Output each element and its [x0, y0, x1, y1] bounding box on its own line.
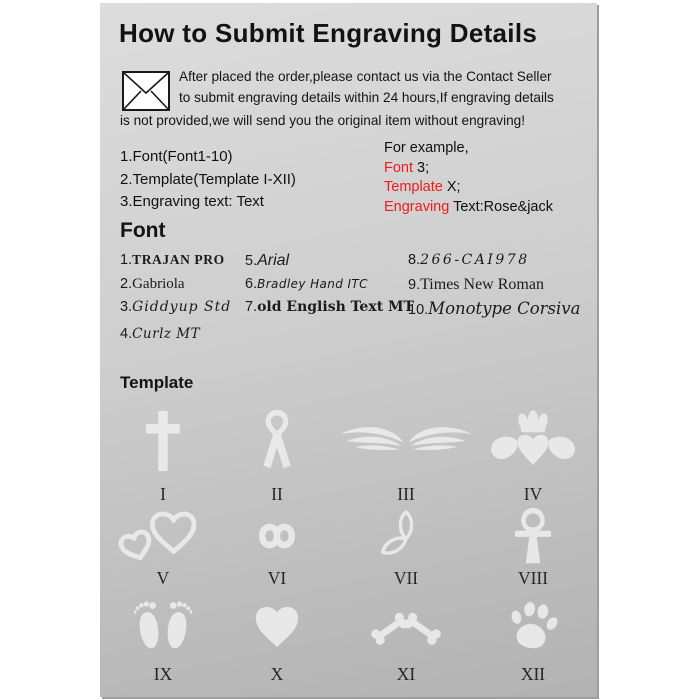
example-font-label: Font: [384, 159, 414, 176]
step-font: 1.Font(Font1-10): [120, 148, 233, 165]
engraving-instructions-panel: [100, 3, 597, 697]
example-engraving-label: Engraving: [384, 198, 450, 215]
template-cell-8: [476, 505, 590, 589]
font-item-3: 3. Giddyup Std: [120, 299, 232, 315]
template-cell-2: [218, 399, 336, 505]
notice-line-3: is not provided,we will send you the original item without engraving!: [120, 113, 526, 128]
template-cell-9: [108, 589, 218, 685]
template-label-IV: IV: [523, 484, 543, 504]
font-list: [120, 252, 582, 349]
contact-notice: [120, 67, 585, 132]
template-label-VI: VI: [267, 568, 287, 588]
template-label-X: X: [270, 664, 284, 684]
template-cell-3: [336, 399, 476, 505]
step-engraving-text: 3.Engraving text: Text: [120, 193, 264, 210]
claddagh-icon: [476, 399, 590, 483]
page-title: How to Submit Engraving Details: [119, 18, 538, 48]
font-item-10: 10. Monotype Corsiva: [408, 299, 581, 318]
ankh-icon: [476, 505, 590, 567]
double-hearts-icon: [108, 505, 218, 567]
template-label-XI: XI: [396, 664, 416, 684]
template-cell-11: [336, 589, 476, 685]
template-cell-7: [336, 505, 476, 589]
notice-lines: [179, 67, 554, 108]
font-item-5: 5. Arial: [245, 252, 290, 269]
template-label-I: I: [160, 484, 166, 504]
example-template-value: X;: [442, 179, 461, 195]
font-item-9: 9. Times New Roman: [408, 275, 544, 293]
font-item-2: 2. Gabriola: [120, 275, 185, 292]
font-item-6: 6. Bradley Hand ITC: [245, 275, 368, 292]
template-cell-5: [108, 505, 218, 589]
crossed-bones-icon: [336, 589, 476, 663]
font-item-8: 8. 266-CAI978: [408, 252, 530, 268]
angel-wings-icon: [336, 399, 476, 483]
template-label-V: V: [156, 568, 170, 588]
notice-line-2: to submit engraving details within 24 hours,If engraving details: [179, 89, 554, 105]
step-template: 2.Template(Template I-XII): [120, 170, 296, 188]
template-cell-12: [476, 589, 590, 685]
paw-print-icon: [476, 589, 590, 663]
template-label-III: III: [397, 484, 415, 504]
template-section-heading: Template: [120, 373, 194, 392]
template-cell-10: [218, 589, 336, 685]
template-label-VII: VII: [393, 568, 419, 588]
example-engraving-row: [384, 198, 553, 218]
example-intro: For example,: [384, 140, 469, 156]
template-grid: [108, 399, 590, 685]
baby-footprints-icon: [108, 589, 218, 663]
triquetra-icon: [336, 505, 476, 567]
template-cell-6: [218, 505, 336, 589]
example-block: [384, 139, 553, 217]
template-label-II: II: [271, 484, 283, 504]
font-item-7: 7. old English Text MT: [245, 299, 414, 315]
font-section-heading: Font: [120, 219, 166, 242]
example-font-value: 3;: [413, 159, 430, 176]
template-cell-1: [108, 399, 218, 505]
example-font-row: [384, 159, 553, 179]
example-template-label: Template: [384, 179, 443, 195]
cross-icon: [108, 399, 218, 483]
example-engraving-value: Text:Rose&jack: [449, 198, 553, 215]
template-cell-4: [476, 399, 590, 505]
submission-steps: [120, 146, 296, 214]
template-label-IX: IX: [153, 664, 173, 684]
template-label-VIII: VIII: [517, 568, 549, 588]
font-item-1: 1. TRAJAN PRO: [120, 252, 225, 268]
notice-line-1: After placed the order,please contact us via the Contact Seller: [179, 69, 552, 84]
infinity-icon: [218, 505, 336, 567]
template-label-XII: XII: [520, 664, 546, 684]
font-item-4: 4. Curlz MT: [120, 325, 201, 342]
heart-icon: [218, 589, 336, 663]
example-template-row: [384, 178, 553, 198]
awareness-ribbon-icon: [218, 399, 336, 483]
envelope-icon: [122, 71, 170, 111]
